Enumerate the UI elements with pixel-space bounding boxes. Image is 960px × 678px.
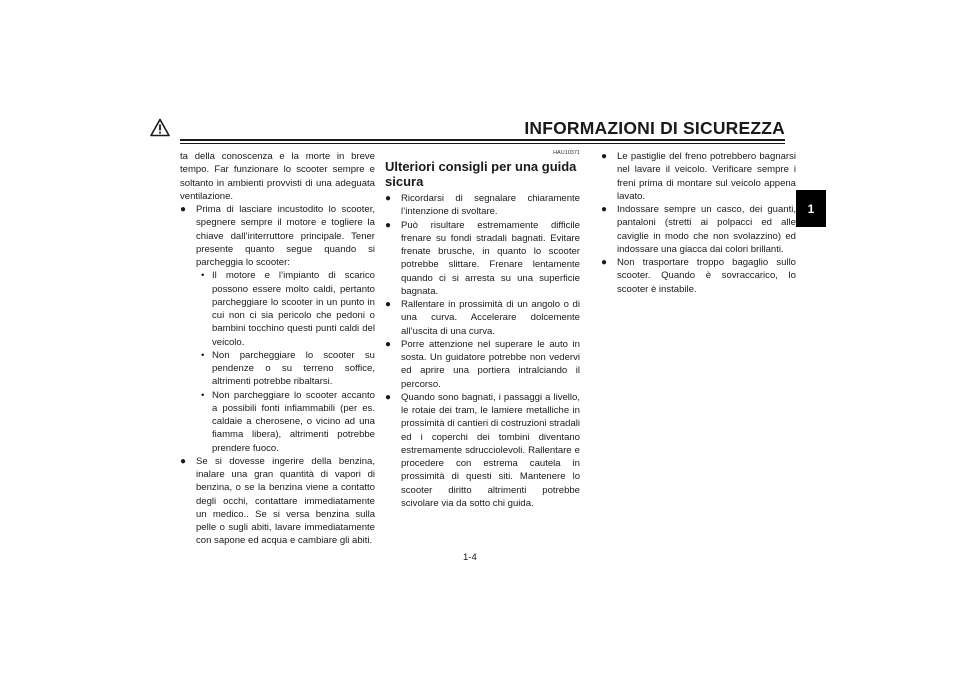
header-rule-thick: [180, 139, 785, 141]
bullet-icon: ●: [385, 299, 392, 310]
section-code: HAU10371: [553, 150, 580, 156]
warning-triangle-icon: [150, 118, 170, 137]
list-item: [385, 391, 580, 510]
list-item: [601, 256, 796, 296]
section-heading: Ulteriori consigli per una guida sicura: [385, 159, 577, 189]
page-title: INFORMAZIONI DI SICUREZZA: [524, 118, 785, 138]
list-item: [385, 338, 580, 391]
sub-list-item: [180, 269, 375, 349]
list-item-text: Quando sono bagnati, i passaggi a livello, le rotaie dei tram, le lamiere metalliche in prossimità di cantieri di costruzioni stradali ed i coperchi dei tombini diventano estremamente sdrucciolevoli. Rallentare e procedere con estrema cautela in prossimità di questi siti. Mantenere lo scooter diritto altrimenti potrebbe scivolare via da sotto chi guida.: [401, 391, 580, 509]
list-item: [180, 203, 375, 269]
sub-list-item: [180, 389, 375, 455]
list-item-text: Indossare sempre un casco, dei guanti, pantaloni (stretti ai polpacci ed alle caviglie in modo che non svolazzino) ed indossare una giacca dai colori brillanti.: [617, 204, 796, 255]
column-right: [601, 150, 796, 296]
list-item-text: Non trasportare troppo bagaglio sullo scooter. Quando è sovraccarico, lo scooter è instabile.: [617, 257, 796, 295]
list-item-text: Se si dovesse ingerire della benzina, inalare una gran quantità di vapori di benzina, o se la benzina viene a contatto degli occhi, contattare immediatamente un medico.. Se si versa benzina sulla pelle o sugli abiti, lavare immediatamente con sapone ed acqua e cambiare gli abiti.: [196, 455, 375, 547]
chapter-tab: 1: [796, 190, 826, 227]
page-header: [180, 118, 785, 146]
list-item: [601, 150, 796, 203]
sub-list-item-text: Il motore e l’impianto di scarico possono essere molto caldi, pertanto parcheggiare lo scooter in un punto in cui non ci sia pericolo che pedoni o bambini tocchino questi punti caldi del veicolo.: [212, 270, 375, 348]
sub-list-item-text: Non parcheggiare lo scooter accanto a possibili fonti infiammabili (per es. caldaie a cherosene, o vicino ad una fiamma libera), altrimenti potrebbe prendere fuoco.: [212, 389, 375, 454]
bullet-icon: ●: [180, 204, 187, 215]
bullet-icon: ●: [601, 151, 608, 162]
list-item: [385, 192, 580, 219]
page-number: 1-4: [463, 552, 477, 563]
bullet-icon: ●: [180, 455, 187, 467]
list-item-text: Può risultare estremamente difficile frenare su fondi stradali bagnati. Evitare frenate brusche, in quanto lo scooter potrebbe slittare. Frenare lentamente quando ci si arresta su una superficie bagnata.: [401, 219, 580, 297]
bullet-icon: ●: [385, 193, 392, 204]
list-item-text: Ricordarsi di segnalare chiaramente l’intenzione di svoltare.: [401, 193, 580, 218]
bullet-icon: ●: [385, 338, 392, 350]
list-item-text: Le pastiglie del freno potrebbero bagnarsi nel lavare il veicolo. Verificare sempre i freni prima di montare sul veicolo appena lavato.: [617, 151, 796, 202]
list-item: [385, 219, 580, 299]
intro-paragraph: ta della conoscenza e la morte in breve tempo. Far funzionare lo scooter sempre e soltanto in ambienti provvisti di una adeguata ventilazione.: [180, 151, 375, 202]
list-item-text: Prima di lasciare incustodito lo scooter, spegnere sempre il motore e togliere la chiave dall’interruttore principale. Tener presente quanto segue quando si parcheggia lo scooter:: [196, 204, 375, 268]
bullet-icon: ●: [601, 257, 608, 268]
column-left: [180, 150, 375, 548]
list-item-text: Porre attenzione nel superare le auto in sosta. Un guidatore potrebbe non vedervi ed aprire una portiera intralciando il percorso.: [401, 338, 580, 390]
list-item: [601, 203, 796, 256]
list-item: [180, 455, 375, 548]
sub-bullet-icon: •: [201, 270, 205, 282]
bullet-icon: ●: [385, 219, 392, 231]
sub-bullet-icon: •: [201, 389, 205, 401]
bullet-icon: ●: [601, 204, 608, 215]
list-item: [385, 298, 580, 338]
sub-list-item: [180, 349, 375, 389]
sub-list-item-text: Non parcheggiare lo scooter su pendenze o su terreno soffice, altrimenti potrebbe ribaltarsi.: [212, 349, 375, 388]
header-rule-thin: [180, 143, 785, 144]
list-item-text: Rallentare in prossimità di un angolo o di una curva. Accelerare dolcemente all’uscita di una curva.: [401, 299, 580, 337]
sub-bullet-icon: •: [201, 349, 205, 361]
column-middle: [385, 150, 580, 510]
bullet-icon: ●: [385, 391, 392, 403]
